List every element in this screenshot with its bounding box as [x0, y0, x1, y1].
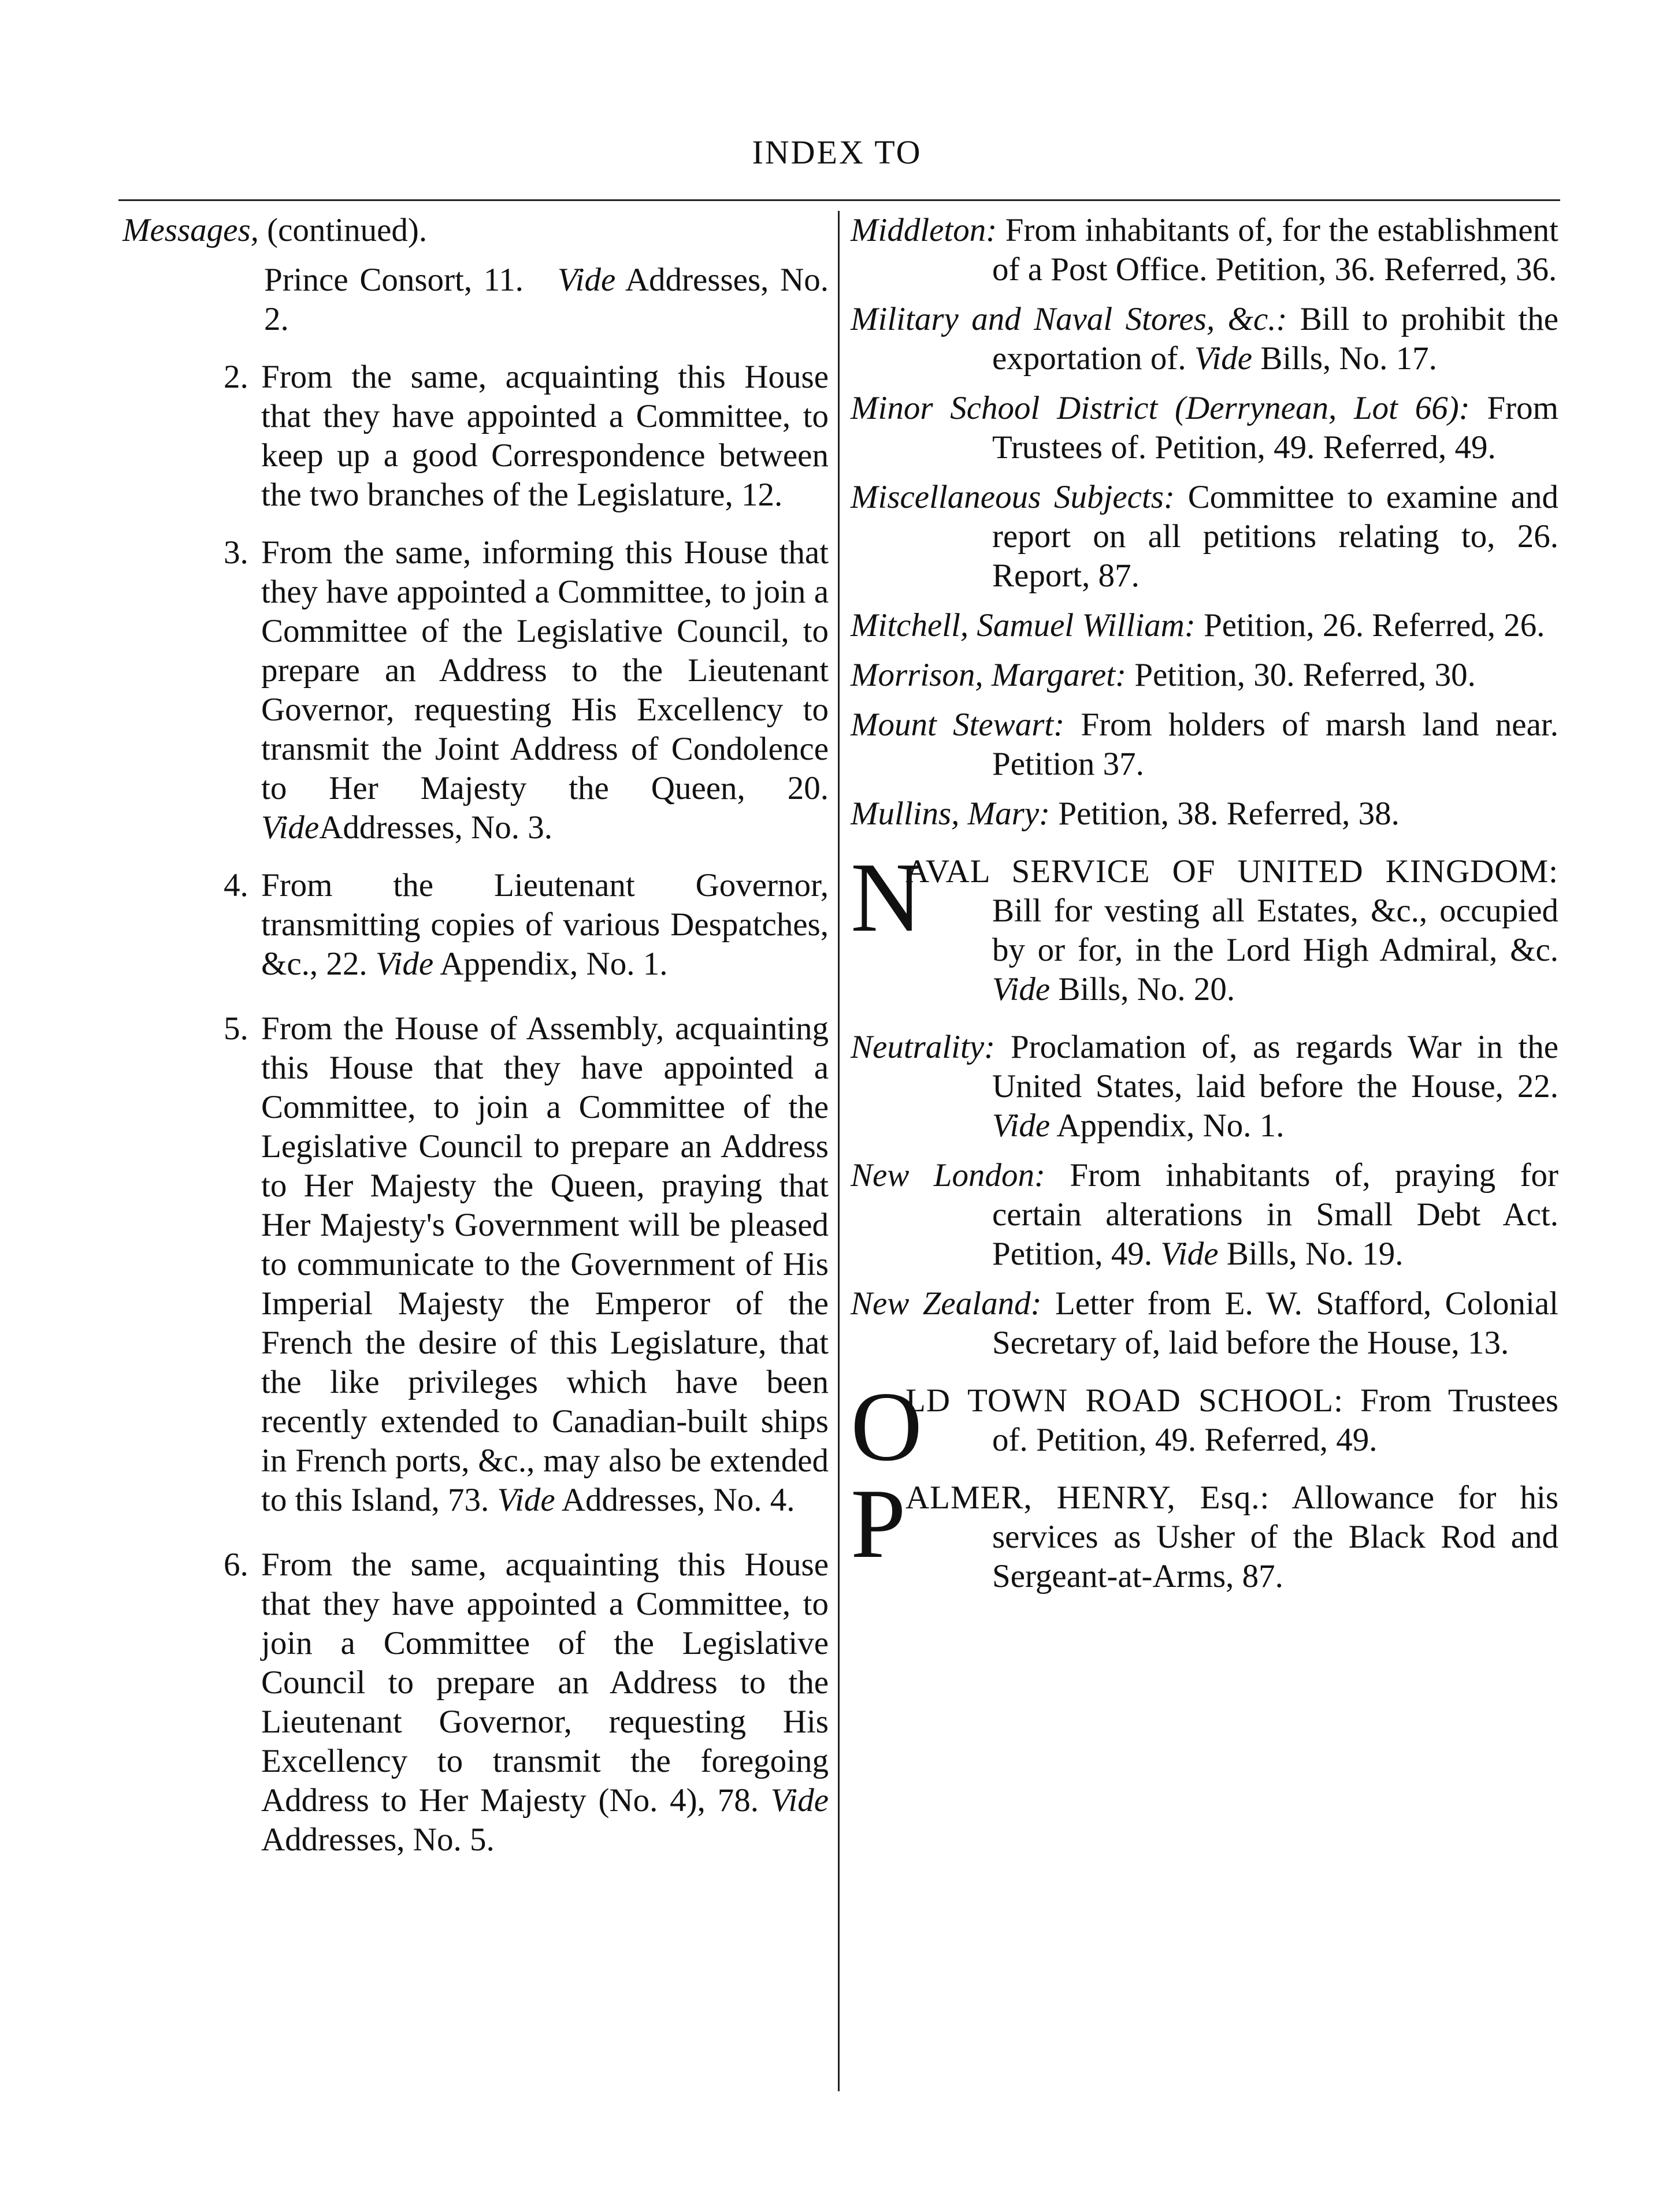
- vide-label: Vide: [497, 1482, 555, 1518]
- entry-term: New Zealand:: [851, 1285, 1042, 1322]
- item-number: 5.: [224, 1010, 248, 1047]
- entry-text: Proclamation of, as regards War in the United States, laid before the House, 22.: [992, 1029, 1559, 1105]
- heading-term: Messages,: [123, 212, 259, 248]
- item-text: From the same, informing this House that they have appointed a Committee, to join a Committee of the Legislative Council, to prepare an Address to the Lieutenant Governor, requesting His Excellency to transmit the Joint Address of Condolence to Her Majesty the Queen, 20.: [261, 534, 829, 806]
- item-number: 4.: [224, 867, 248, 904]
- entry-term: Military and Naval Stores, &c.:: [851, 301, 1287, 337]
- vide-label: Vide: [375, 946, 434, 982]
- index-entry-middleton: [851, 211, 1558, 289]
- item-text: From the House of Assembly, acquainting this House that they have appointed a Committee, to join a Committee of the Legislative Council to prepare an Address to Her Majesty the Queen, praying that Her Majesty's Government will be pleased to communicate to the Government of His Imperial Majesty the Emperor of the French the desire of this Legislature, that the like privileges which have been recently extended to Canadian-built ships in French ports, &c., may also be extended to this Island, 73.: [261, 1010, 829, 1518]
- entry-ref: Bills, No. 20.: [1058, 971, 1235, 1008]
- entry-text: From Trustees of. Petition, 49. Referred, 49.: [992, 390, 1558, 466]
- entry-text: Bill to prohibit the exportation of.: [992, 301, 1559, 377]
- entry-text: Letter from E. W. Stafford, Colonial Secretary of, laid before the House, 13.: [992, 1285, 1559, 1361]
- entry-term: New London:: [851, 1157, 1045, 1194]
- entry-term: Miscellaneous Subjects:: [851, 479, 1175, 515]
- vide-label: Vide: [1160, 1236, 1219, 1272]
- continued-text: Prince Consort, 11.: [264, 262, 524, 298]
- index-entry-palmer: [851, 1469, 1558, 1596]
- vide-label: Vide: [992, 971, 1051, 1008]
- index-entry-military-stores: [851, 300, 1558, 378]
- page-header: INDEX TO: [752, 133, 922, 171]
- entry-term: Middleton:: [851, 212, 997, 248]
- entry-ref: Bills, No. 17.: [1260, 340, 1437, 377]
- entry-text: Allowance for his services as Usher of the Black Rod and Sergeant-at-Arms, 87.: [992, 1479, 1558, 1594]
- entry-ref: Appendix, No. 1.: [1056, 1107, 1285, 1144]
- entry-text: From Trustees of. Petition, 49. Referred, 49.: [992, 1382, 1558, 1458]
- entry-text: Petition, 38. Referred, 38.: [1058, 795, 1400, 832]
- entry-text: From holders of marsh land near. Petition 37.: [992, 707, 1558, 782]
- drop-cap-o: O: [851, 1372, 923, 1482]
- right-column: [851, 211, 1558, 1596]
- list-item: [123, 533, 829, 847]
- item-ref: Addresses, No. 3.: [319, 809, 552, 846]
- index-entry-mount-stewart: [851, 705, 1558, 784]
- vide-label: Vide: [261, 809, 320, 846]
- index-entry-miscellaneous: [851, 478, 1558, 596]
- item-ref: Addresses, No. 4.: [561, 1482, 795, 1518]
- vide-label: Vide: [770, 1782, 829, 1819]
- index-entry-neutrality: [851, 1028, 1558, 1146]
- index-entry-naval-service: [851, 843, 1558, 1009]
- entry-term: Mitchell, Samuel William:: [851, 607, 1196, 644]
- vide-label: Vide: [1194, 340, 1253, 377]
- entry-term: Neutrality:: [851, 1029, 996, 1065]
- drop-cap-n: N: [851, 843, 923, 953]
- entry-text: From inhabitants of, praying for certain alterations in Small Debt Act. Petition, 49.: [992, 1157, 1558, 1272]
- list-item: [123, 866, 829, 984]
- column-divider: [838, 211, 840, 2091]
- continued-ref: Addresses, No. 2.: [264, 262, 829, 337]
- entry-text: Petition, 26. Referred, 26.: [1204, 607, 1545, 644]
- index-entry-new-zealand: [851, 1284, 1558, 1363]
- item-ref: Addresses, No. 5.: [261, 1821, 495, 1858]
- index-entry-minor-school: [851, 389, 1558, 467]
- entry-ref: Bills, No. 19.: [1226, 1236, 1404, 1272]
- item-number: 6.: [224, 1546, 248, 1583]
- continued-entry: [123, 261, 829, 339]
- item-number: 3.: [224, 534, 248, 571]
- item-ref: Appendix, No. 1.: [440, 946, 668, 982]
- drop-cap-p: P: [851, 1469, 906, 1579]
- entry-term: Mount Stewart:: [851, 707, 1065, 743]
- list-item: [123, 1545, 829, 1860]
- item-text: From the Lieutenant Governor, transmitting copies of various Despatches, &c., 22.: [261, 867, 829, 982]
- entry-text: Committee to examine and report on all petitions relating to, 26. Report, 87.: [992, 479, 1558, 594]
- entry-term: Mullins, Mary:: [851, 795, 1051, 832]
- list-item: [123, 358, 829, 515]
- item-text: From the same, acquainting this House that they have appointed a Committee, to keep up a good Correspondence between the two branches of the Legislature, 12.: [261, 359, 829, 513]
- header-rule: [118, 199, 1560, 201]
- index-entry-old-town-road: [851, 1372, 1558, 1482]
- heading-rest: (continued).: [267, 212, 428, 248]
- item-number: 2.: [224, 359, 248, 395]
- entry-text: From inhabitants of, for the establishment of a Post Office. Petition, 36. Referred, 36.: [992, 212, 1559, 288]
- entry-term: Morrison, Margaret:: [851, 657, 1127, 693]
- entry-caps: ALMER, HENRY, Esq.:: [905, 1479, 1270, 1516]
- entry-text: Petition, 30. Referred, 30.: [1134, 657, 1476, 693]
- vide-label: Vide: [558, 262, 616, 298]
- entry-text: Bill for vesting all Estates, &c., occupied by or for, in the Lord High Admiral, &c.: [992, 893, 1558, 968]
- index-entry-new-london: [851, 1156, 1558, 1274]
- index-entry-mullins: [851, 794, 1558, 834]
- index-heading: [123, 211, 829, 250]
- entry-term: Minor School District (Derrynean, Lot 66):: [851, 390, 1470, 426]
- entry-caps: LD TOWN ROAD SCHOOL:: [905, 1382, 1343, 1419]
- index-entry-mitchell: [851, 606, 1558, 645]
- entry-caps: AVAL SERVICE OF UNITED KINGDOM:: [905, 853, 1558, 890]
- left-column: [123, 211, 829, 1860]
- list-item: [123, 1009, 829, 1520]
- item-text: From the same, acquainting this House that they have appointed a Committee, to join a Committee of the Legislative Council to prepare an Address to the Lieutenant Governor, requesting His Excellency to transmit the foregoing Address to Her Majesty (No. 4), 78.: [261, 1546, 829, 1819]
- vide-label: Vide: [992, 1107, 1051, 1144]
- index-entry-morrison: [851, 656, 1558, 695]
